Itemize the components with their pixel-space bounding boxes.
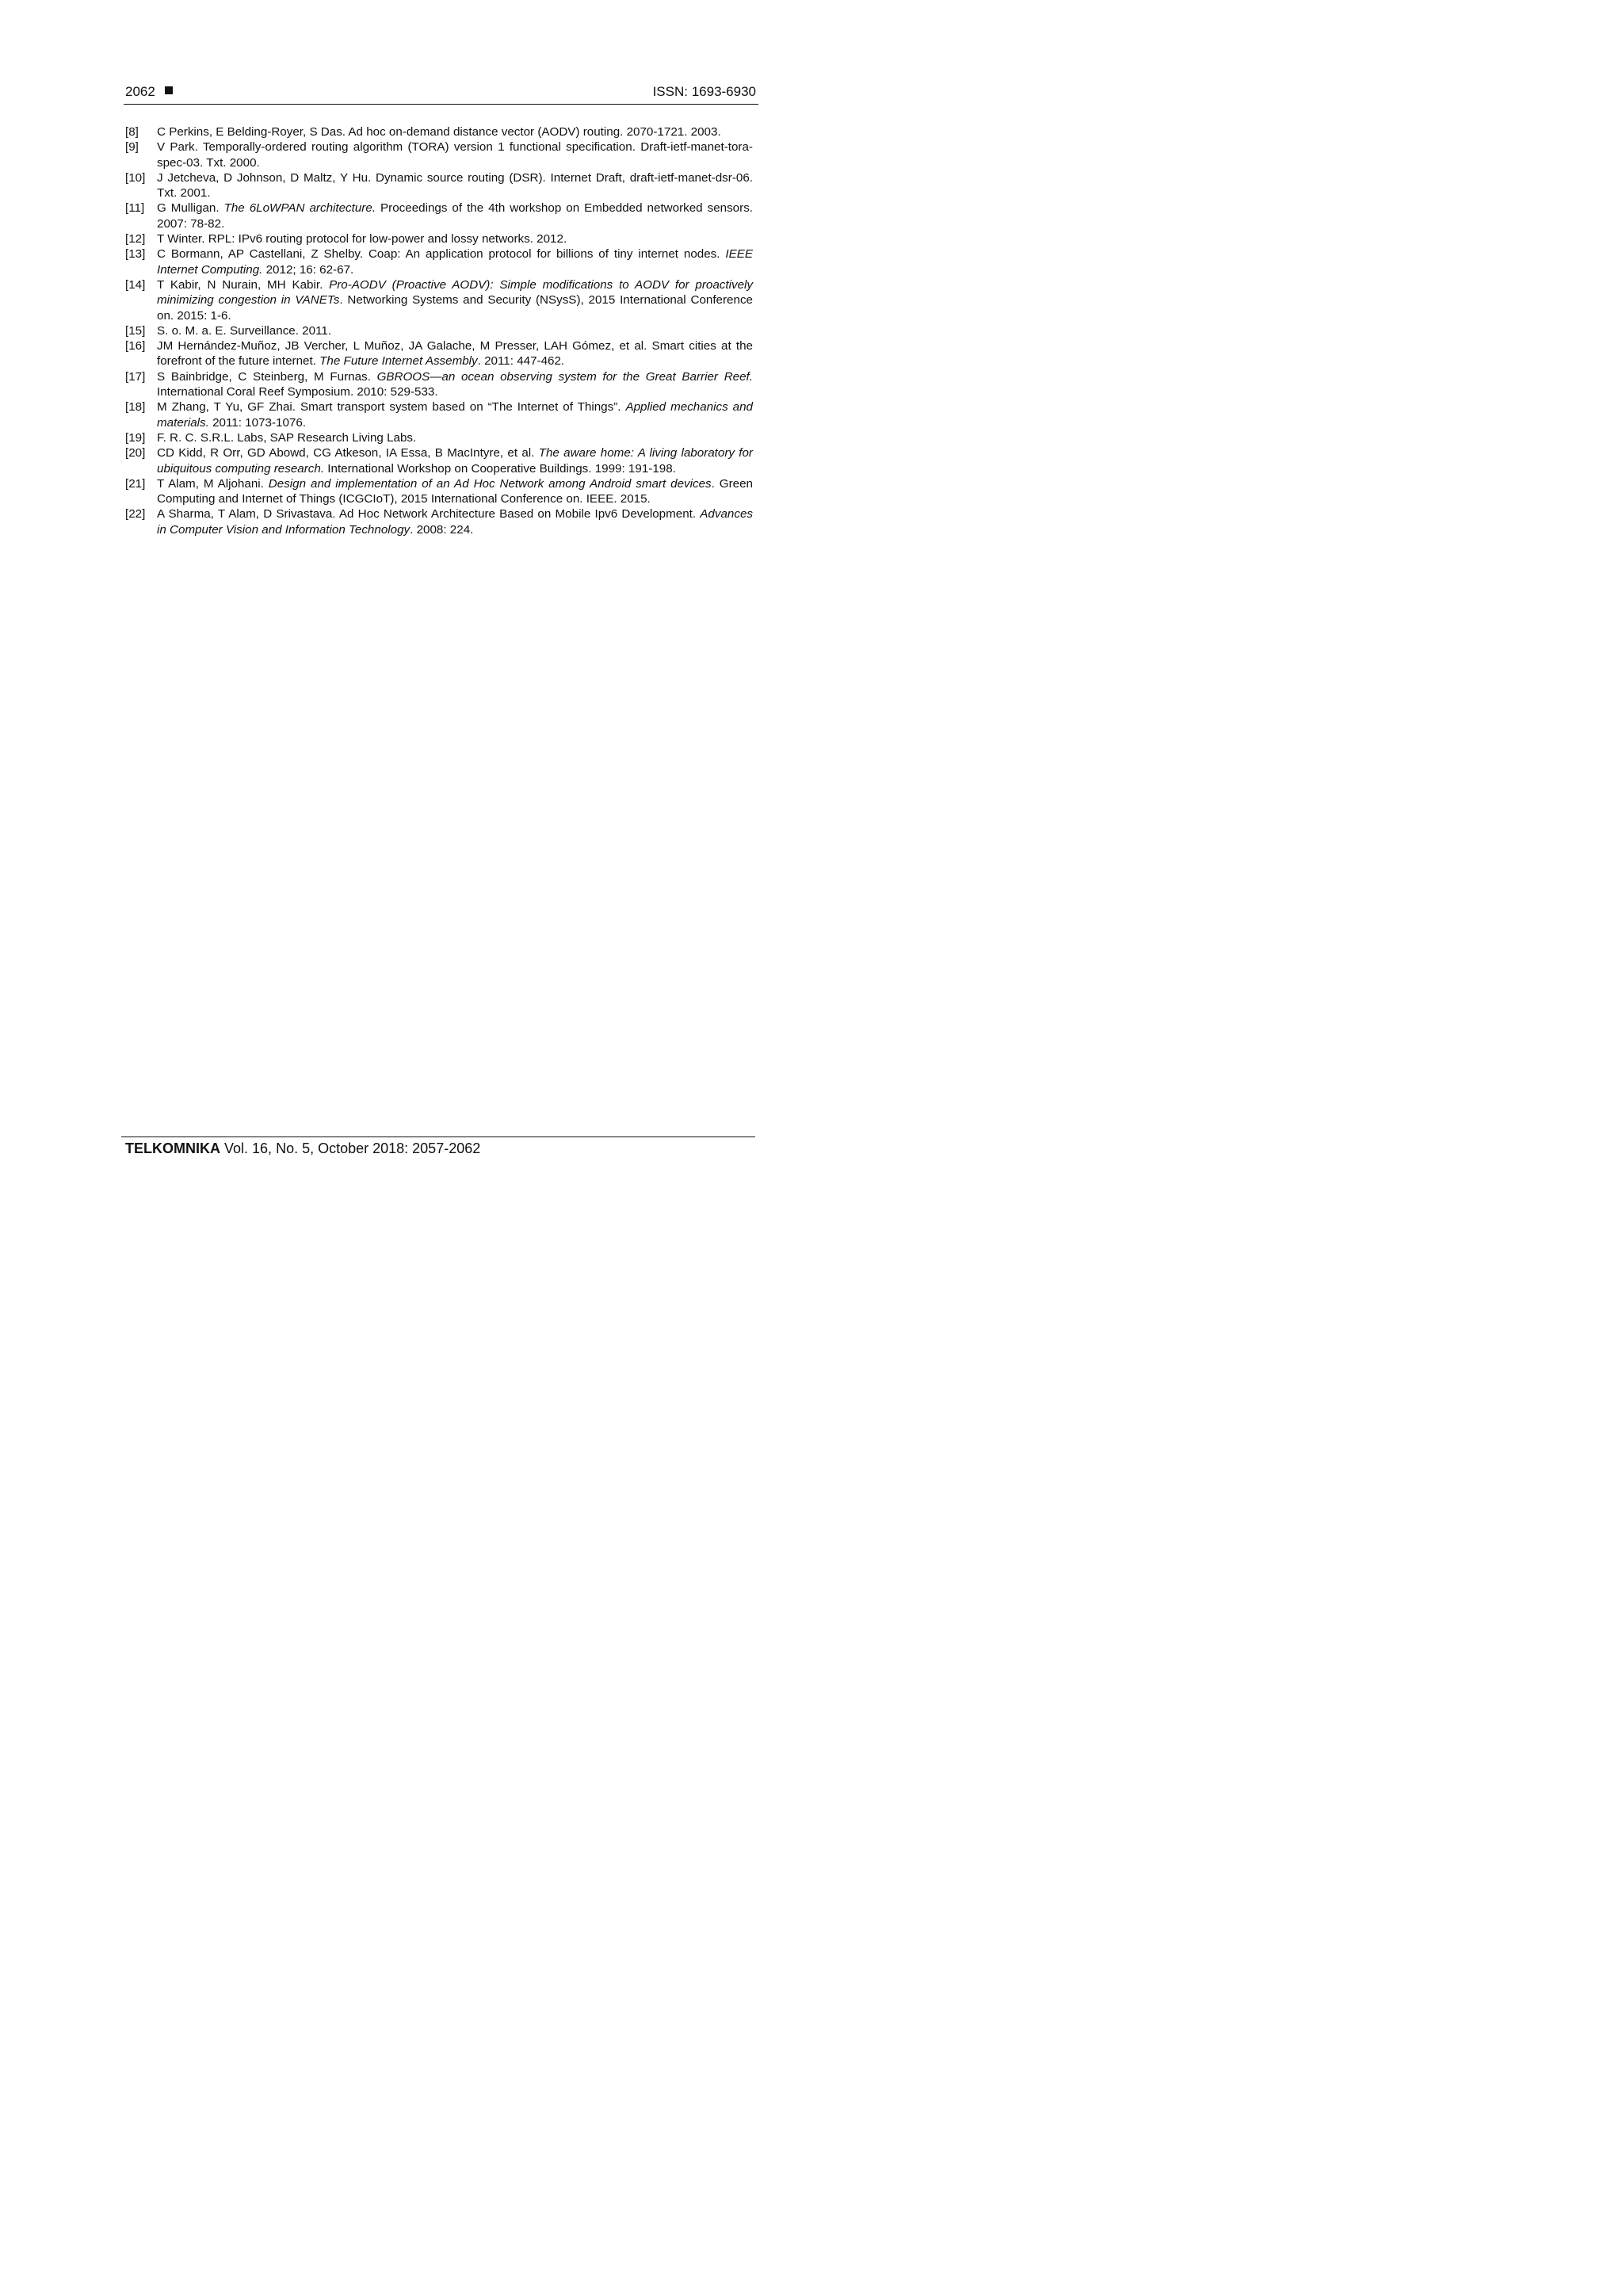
reference-number: [17] [125,369,146,384]
reference-title-italic: Advances in Computer Vision and Information Technology [157,507,753,537]
reference-number: [11] [125,201,145,216]
reference-item [125,369,753,400]
reference-item [125,399,753,430]
reference-segment: . Networking Systems and Security (NSysS), 2015 International Conference on. 2015: 1-6. [157,293,753,323]
reference-title-italic: The 6LoWPAN architecture. [223,201,376,216]
reference-number: [21] [125,476,146,491]
reference-item [125,506,753,537]
reference-number: [20] [125,446,146,460]
reference-text [157,338,753,369]
reference-title-italic: Design and implementation of an Ad Hoc Network among Android smart devices [268,476,712,491]
page-header [125,84,756,101]
header-rule [124,104,758,105]
reference-number: [18] [125,400,146,415]
reference-text [157,399,753,430]
reference-segment: A Sharma, T Alam, D Srivastava. Ad Hoc Network Architecture Based on Mobile Ipv6 Development. [157,507,701,521]
reference-item [125,201,753,231]
reference-text [157,201,753,231]
reference-segment: CD Kidd, R Orr, GD Abowd, CG Atkeson, IA Essa, B MacIntyre, et al. [157,446,539,460]
reference-number: [16] [125,339,146,353]
reference-text [157,124,753,139]
issn: ISSN: 1693-6930 [652,84,756,99]
reference-number: [19] [125,430,146,445]
reference-text [157,246,753,277]
reference-number: [15] [125,323,146,338]
reference-item [125,277,753,323]
reference-text [157,369,753,400]
reference-text [157,139,753,170]
reference-text [157,170,753,201]
reference-segment: Proceedings of the 4th workshop on Embedded networked sensors. 2007: 78-82. [157,201,754,231]
journal-name: TELKOMNIKA [125,1140,220,1156]
reference-segment: T Winter. RPL: IPv6 routing protocol for low-power and lossy networks. 2012. [157,232,567,246]
reference-item [125,124,753,139]
reference-item [125,231,753,246]
reference-segment: G Mulligan. [157,201,224,216]
reference-item [125,246,753,277]
reference-segment: . 2008: 224. [410,522,474,537]
reference-segment: C Bormann, AP Castellani, Z Shelby. Coap: An application protocol for billions of tiny internet nodes. [157,247,726,262]
reference-segment: F. R. C. S.R.L. Labs, SAP Research Living Labs. [157,430,417,445]
reference-text [157,231,753,246]
reference-segment: . 2011: 447-462. [477,354,565,369]
reference-segment: J Jetcheva, D Johnson, D Maltz, Y Hu. Dynamic source routing (DSR). Internet Draft, draft-ietf-manet-dsr-06. Txt. 2001. [157,170,753,201]
reference-item [125,170,753,201]
reference-number: [14] [125,277,146,292]
reference-segment: V Park. Temporally-ordered routing algorithm (TORA) version 1 functional specification. Draft-ietf-manet-tora-spec-03. Txt. 2000. [157,140,753,170]
reference-segment: 2011: 1073-1076. [208,415,307,430]
page-number-text: 2062 [125,84,155,99]
reference-number: [13] [125,247,146,262]
reference-text [157,277,753,323]
reference-segment: S. o. M. a. E. Surveillance. 2011. [157,323,332,338]
journal-citation: Vol. 16, No. 5, October 2018: 2057-2062 [224,1140,481,1156]
reference-item [125,430,753,445]
reference-list [125,124,753,537]
reference-number: [9] [125,140,139,155]
reference-title-italic: Applied mechanics and materials. [157,400,753,430]
reference-title-italic: GBROOS—an ocean observing system for the Great Barrier Reef. [376,369,753,384]
reference-segment: International Workshop on Cooperative Buildings. 1999: 191-198. [324,461,676,476]
reference-segment: C Perkins, E Belding-Royer, S Das. Ad hoc on-demand distance vector (AODV) routing. 2070-1721. 2003. [157,125,721,139]
reference-segment: JM Hernández-Muñoz, JB Vercher, L Muñoz, JA Galache, M Presser, LAH Gómez, et al. Smart cities at the forefront of the future internet. [157,339,753,369]
reference-title-italic: The Future Internet Assembly [319,354,478,369]
black-square-icon [165,86,173,94]
reference-number: [12] [125,232,146,246]
reference-number: [10] [125,170,146,185]
reference-text [157,445,753,476]
reference-segment: . Green Computing and Internet of Things (ICGCIoT), 2015 International Conference on. IEEE. 2015. [157,476,753,506]
reference-segment: T Alam, M Aljohani. [157,476,269,491]
reference-text [157,430,753,445]
reference-text [157,476,753,507]
reference-segment: 2012; 16: 62-67. [262,262,354,277]
reference-number: [8] [125,125,139,139]
reference-item [125,445,753,476]
reference-text [157,323,753,338]
reference-number: [22] [125,507,146,521]
reference-item [125,323,753,338]
reference-segment: T Kabir, N Nurain, MH Kabir. [157,277,330,292]
reference-segment: International Coral Reef Symposium. 2010: 529-533. [157,385,438,399]
reference-item [125,476,753,507]
reference-title-italic: The aware home: A living laboratory for ubiquitous computing research. [157,446,753,476]
reference-text [157,506,753,537]
page-number [125,84,173,100]
page-footer [125,1140,480,1157]
reference-segment: S Bainbridge, C Steinberg, M Furnas. [157,369,377,384]
reference-segment: M Zhang, T Yu, GF Zhai. Smart transport system based on “The Internet of Things”. [157,400,626,415]
reference-title-italic: IEEE Internet Computing. [157,247,753,277]
reference-item [125,338,753,369]
reference-title-italic: Pro-AODV (Proactive AODV): Simple modifications to AODV for proactively minimizing congestion in VANETs [157,277,753,308]
reference-item [125,139,753,170]
